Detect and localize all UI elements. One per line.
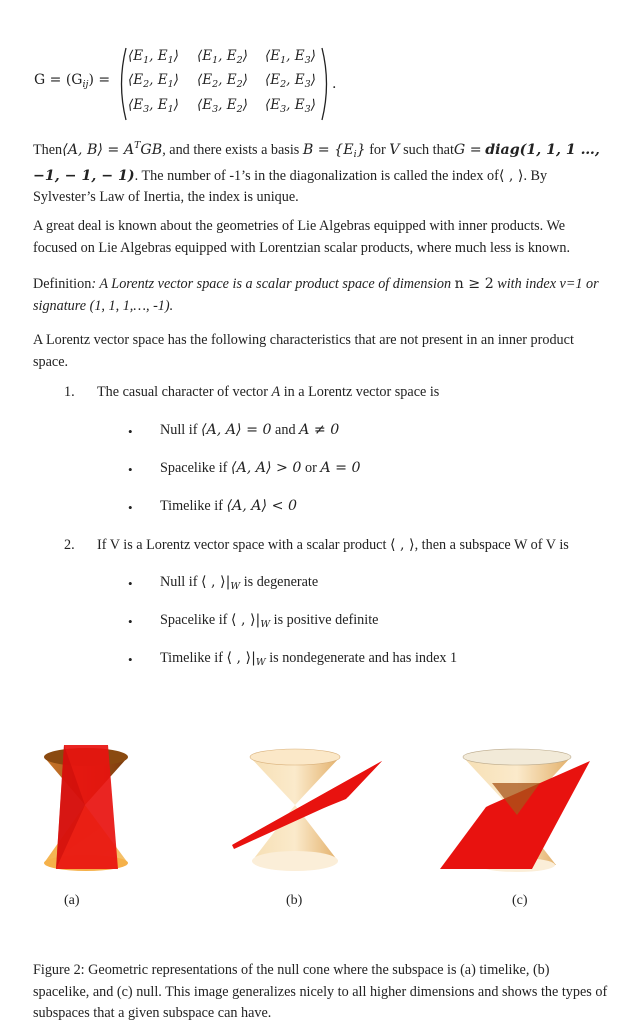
- bullet-timelike: •: [128, 500, 133, 515]
- list-number-2: 2.: [64, 537, 75, 553]
- bullet-subspace-spacelike: •: [128, 614, 133, 629]
- figure-label-c: (c): [512, 893, 528, 908]
- bullet-subspace-timelike: •: [128, 652, 133, 667]
- matrix-equation: [34, 46, 354, 124]
- vector-spacelike-condition: Spacelike if ⟨A, A⟩ > 0 or A = 0: [160, 460, 361, 476]
- figure-label-b: (b): [286, 893, 303, 908]
- matrix-right-paren: [320, 46, 332, 122]
- paragraph-characteristics: A Lorentz vector space has the following characteristics that are not present in an inner product space.: [33, 332, 574, 370]
- null-cone-figure: [0, 735, 621, 885]
- figure-label-a: (a): [64, 893, 80, 908]
- paragraph-gram-matrix: Then⟨A, B⟩ = $A^TGB$, and there exists a basis $B = \{E_i\}$ for V such thatG = diag(1, 1, 1 …, −1, − 1, − 1). The number of -1’s in the diagonalization is called the index of⟨ , ⟩. By Sylvester’s Law of Inertia, the index is unique.: [33, 140, 600, 205]
- bullet-null: •: [128, 424, 133, 439]
- matrix-left-paren: [116, 46, 128, 122]
- matrix-cell-2-3: $⟨E_2$, $E_3⟩$: [265, 72, 316, 90]
- matrix-cell-3-1: $⟨E_3$, $E_1⟩$: [128, 97, 179, 115]
- list-number-1: 1.: [64, 384, 75, 400]
- subspace-spacelike-condition: Spacelike if ⟨ , $⟩|_W$ is positive definite: [160, 612, 379, 630]
- cone-null: [440, 749, 590, 872]
- matrix-end: .: [332, 76, 337, 92]
- matrix-cell-1-2: $⟨E_1$, $E_2⟩$: [197, 48, 248, 66]
- bullet-subspace-null: •: [128, 576, 133, 591]
- matrix-cell-3-2: $⟨E_3$, $E_2⟩$: [197, 97, 248, 115]
- matrix-lhs: $G = (G_{ij})$ =: [34, 72, 111, 90]
- figure-caption: Figure 2: Geometric representations of the null cone where the subspace is (a) timelike, (b) spacelike, and (c) null. This image generalizes nicely to all higher dimensions and shows the types of subspaces that a given subspace can have.: [33, 962, 608, 1021]
- subspace-null-condition: Null if ⟨ , $⟩|_W$ is degenerate: [160, 574, 319, 592]
- vector-null-condition: Null if ⟨A, A⟩ = 0 and A ≠ 0: [160, 422, 340, 438]
- vector-timelike-condition: Timelike if ⟨A, A⟩ < 0: [160, 498, 297, 514]
- matrix-cell-3-3: $⟨E_3$, $E_3⟩$: [265, 97, 316, 115]
- matrix-cell-1-3: $⟨E_1$, $E_3⟩$: [265, 48, 316, 66]
- list-item-casual-character: The casual character of vector A in a Lorentz vector space is: [97, 384, 440, 400]
- matrix-cell-2-2: $⟨E_2$, $E_2⟩$: [197, 72, 248, 90]
- matrix-cell-1-1: $⟨E_1$, $E_1⟩$: [128, 48, 179, 66]
- cone-timelike: [44, 745, 128, 871]
- list-item-subspace: If V is a Lorentz vector space with a scalar product ⟨ , ⟩, then a subspace W of V is: [97, 537, 569, 553]
- definition: Definition: A Lorentz vector space is a scalar product space of dimension n ≥ 2 with index v=1 or signature (1, 1, 1,…, -1).: [33, 276, 599, 314]
- bullet-spacelike: •: [128, 462, 133, 477]
- cone-spacelike: [232, 749, 382, 871]
- subspace-timelike-condition: Timelike if ⟨ , $⟩|_W$ is nondegenerate and has index 1: [160, 650, 458, 668]
- paragraph-lie-algebras: A great deal is known about the geometries of Lie Algebras equipped with inner products. We focused on Lie Algebras equipped with Lorentzian scalar products, where much less is known.: [33, 218, 571, 256]
- matrix-cell-2-1: $⟨E_2$, $E_1⟩$: [128, 72, 179, 90]
